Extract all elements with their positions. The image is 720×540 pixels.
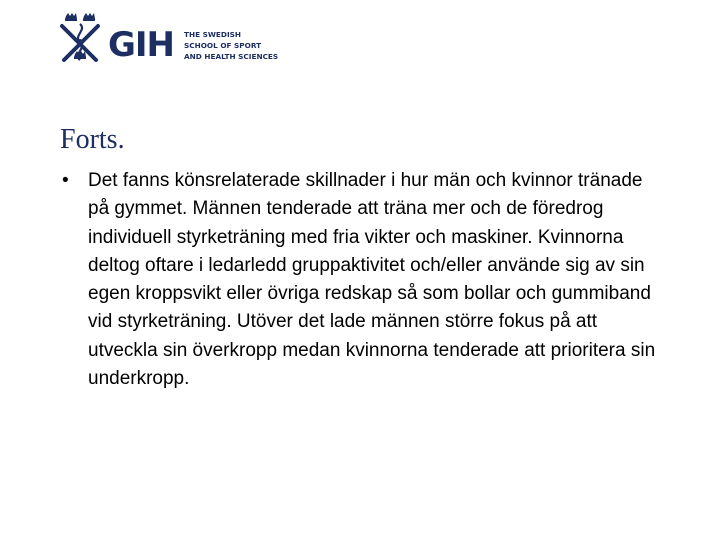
bullet-text: Det fanns könsrelaterade skillnader i hur män och kvinnor tränade på gymmet. Männen tenderade att träna mer och de föredrog individuell styrketräning med fria vikter och maskiner. Kvinnorna deltog oftare i ledarledd gruppaktivitet och/eller använde sig av sin egen kroppsvikt eller övriga redskap så som bollar och gummiband vid styrketräning. Utöver det lade männen större fokus på att utveckla sin överkropp medan kvinnorna tenderade att prioritera sin underkropp.	[88, 170, 656, 390]
gih-wordmark: GIH	[108, 25, 175, 65]
bullet-list	[60, 167, 660, 393]
gih-crown-emblem-icon	[54, 12, 106, 68]
gih-logo	[54, 12, 294, 68]
gih-subtitle-line: THE SWEDISH	[184, 30, 242, 39]
bullet-dot-icon: •	[62, 170, 69, 191]
gih-subtitle	[184, 29, 294, 62]
gih-subtitle-line: SCHOOL OF SPORT	[184, 41, 262, 50]
bullet-item	[60, 167, 660, 393]
gih-subtitle-line: AND HEALTH SCIENCES	[184, 52, 279, 61]
slide-title: Forts.	[60, 124, 125, 155]
